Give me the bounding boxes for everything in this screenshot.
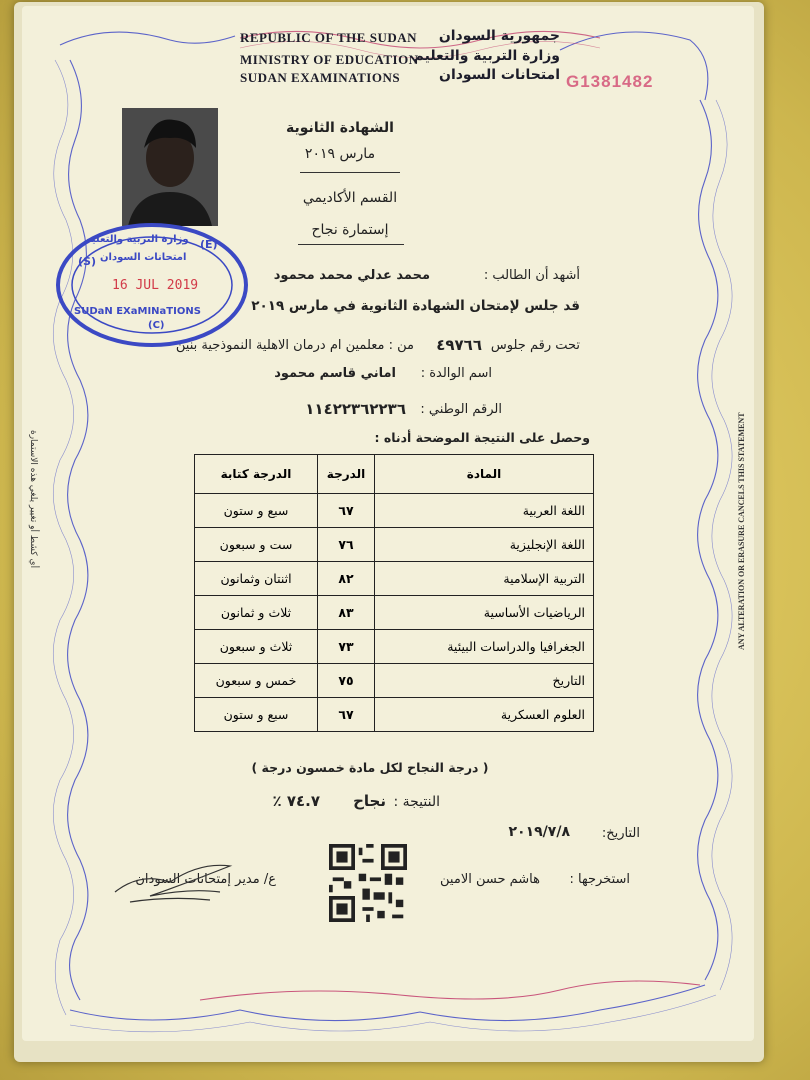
serial-number: G1381482: [566, 72, 654, 91]
seat-label: تحت رقم جلوس: [490, 338, 580, 353]
subject-cell: التاريخ: [375, 664, 594, 698]
table-row: [195, 494, 594, 528]
result-value: نجاح: [353, 792, 386, 810]
header-republic-en: REPUBLIC OF THE SUDAN: [240, 30, 417, 45]
grade-words-cell: ثلاث و ثمانون: [195, 596, 318, 630]
stamp-top-text: وزارة التربية والتعليم: [84, 234, 189, 245]
grade-cell: ٧٦: [318, 528, 375, 562]
stamp-s: (S): [78, 255, 96, 268]
table-row: [195, 528, 594, 562]
grade-words-cell: سبع و ستون: [195, 698, 318, 732]
border-left-blue: [68, 60, 88, 1000]
cert-title: الشهادة الثانوية: [286, 120, 394, 136]
national-number: ١١٤٢٢٣٦٢٢٣٦: [305, 400, 406, 418]
qr-code-icon: [326, 844, 410, 922]
border-bottom-pink: [200, 981, 700, 1000]
extracted-label: استخرجها :: [569, 872, 630, 887]
grade-words-cell: ست و سبعون: [195, 528, 318, 562]
table-row: [195, 630, 594, 664]
table-row: [195, 664, 594, 698]
director-signature-line: ع/ مدير إمتحانات السودان: [135, 872, 276, 887]
student-photo: [122, 108, 218, 226]
session-label: مارس ٢٠١٩: [304, 146, 376, 162]
mother-label: اسم الوالدة :: [420, 366, 492, 381]
stamp-date: 16 JUL 2019: [112, 278, 199, 293]
pass-note: ( درجة النجاح لكل مادة خمسون درجة ): [251, 760, 489, 775]
form-label: إستمارة نجاح: [311, 222, 389, 238]
header-exams-ar: امتحانات السودان: [439, 67, 560, 83]
extracted-by: هاشم حسن الامين: [440, 872, 540, 887]
mother-name: اماني قاسم محمود: [274, 366, 396, 381]
grade-cell: ٧٥: [318, 664, 375, 698]
grade-cell: ٨٣: [318, 596, 375, 630]
grade-cell: ٦٧: [318, 494, 375, 528]
form-underline: [298, 244, 404, 245]
header-ministry-ar: وزارة التربية والتعليم: [413, 48, 560, 64]
stamp-e: (E): [200, 238, 218, 251]
header-republic-ar: جمهورية السودان: [438, 28, 560, 44]
result-percent: ٧٤.٧ ٪: [272, 792, 320, 810]
subject-cell: العلوم العسكرية: [375, 698, 594, 732]
subject-cell: الجغرافيا والدراسات البيئية: [375, 630, 594, 664]
grade-cell: ٦٧: [318, 698, 375, 732]
section-label: القسم الأكاديمي: [302, 190, 398, 206]
grade-cell: ٧٣: [318, 630, 375, 664]
seat-number: ٤٩٧٦٦: [436, 336, 482, 354]
grades-table: [194, 454, 594, 732]
stamp-c: (C): [148, 320, 165, 331]
subject-cell: اللغة العربية: [375, 494, 594, 528]
grade-words-cell: ثلاث و سبعون: [195, 630, 318, 664]
border-bottom-blue: [70, 985, 705, 1021]
date-label: التاريخ:: [601, 826, 640, 841]
obtained-line: وحصل على النتيجة الموضحة أدناه :: [374, 430, 590, 445]
stamp-name-en: SUDaN EXaMINaTIONS: [74, 306, 201, 317]
certify-label: أشهد أن الطالب :: [483, 268, 580, 283]
stamp-exams-ar: امتحانات السودان: [100, 252, 187, 263]
table-row: [195, 562, 594, 596]
header-exams-en: SUDAN EXAMINATIONS: [240, 70, 401, 85]
table-row: [195, 698, 594, 732]
result-label: النتيجة :: [393, 794, 440, 810]
grade-words-cell: خمس و سبعون: [195, 664, 318, 698]
header-ministry-en: MINISTRY OF EDUCATION: [240, 52, 419, 67]
header-grade: الدرجة: [318, 455, 375, 494]
header-subject: المادة: [375, 455, 594, 494]
alteration-warning-ar: أي كشط أو تغيير يلغي هذه الاستمارة: [28, 430, 38, 569]
alteration-warning-en: ANY ALTERATION OR ERASURE CANCELS THIS STATEMENT: [737, 412, 746, 650]
grade-cell: ٨٢: [318, 562, 375, 596]
subject-cell: التربية الإسلامية: [375, 562, 594, 596]
subject-cell: الرياضيات الأساسية: [375, 596, 594, 630]
grade-words-cell: اثنتان وثمانون: [195, 562, 318, 596]
border-top-blue: [60, 32, 235, 45]
sat-line: قد جلس لإمتحان الشهادة الثانوية في مارس ٢٠١٩: [251, 298, 580, 314]
table-row: [195, 596, 594, 630]
border-right-blue: [698, 100, 718, 980]
header-grade-words: الدرجة كتابة: [195, 455, 318, 494]
national-label: الرقم الوطني :: [420, 402, 502, 417]
subject-cell: اللغة الإنجليزية: [375, 528, 594, 562]
grade-words-cell: سبع و ستون: [195, 494, 318, 528]
title-divider: [300, 172, 400, 173]
date-value: ٢٠١٩/٧/٨: [508, 824, 570, 840]
table-header-row: [195, 455, 594, 494]
signature-scribble: [110, 852, 240, 912]
student-name: محمد عدلي محمد محمود: [273, 268, 430, 283]
school-line: من : معلمين ام درمان الاهلية النموذجية بنين: [175, 338, 414, 353]
